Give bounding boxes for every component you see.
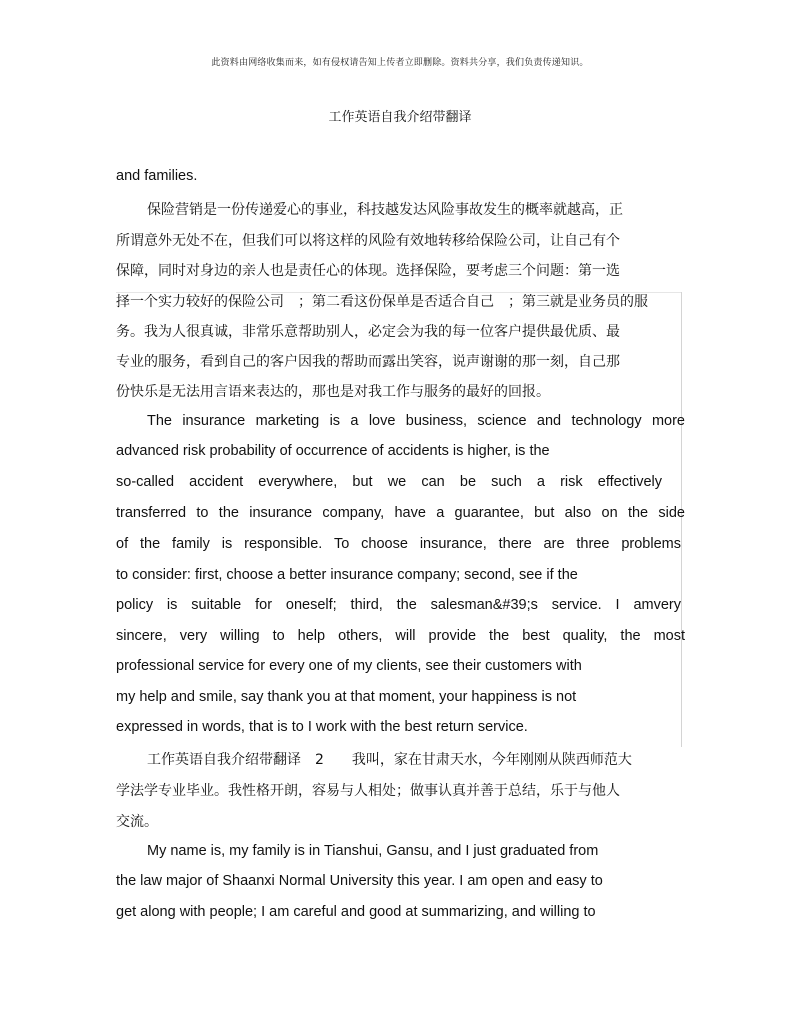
text-line: 工作英语自我介绍带翻译 2 我叫，家在甘肃天水，今年刚刚从陕西师范大 bbox=[147, 752, 632, 768]
text-line: 份快乐是无法用言语来表达的，那也是对我工作与服务的最好的回报。 bbox=[116, 384, 550, 400]
text-line: the law major of Shaanxi Normal University this year. I am open and easy to bbox=[116, 873, 603, 889]
text-line: 保障，同时对身边的亲人也是责任心的体现。选择保险，要考虑三个问题：第一选 bbox=[116, 263, 620, 279]
text-line: 保险营销是一份传递爱心的事业，科技越发达风险事故发生的概率就越高，正 bbox=[147, 202, 623, 218]
text-line: get along with people; I am careful and good at summarizing, and willing to bbox=[116, 904, 596, 920]
text-line: The insurance marketing is a love business, science and technology more bbox=[147, 413, 685, 429]
text-line: 交流。 bbox=[116, 814, 158, 830]
text-line: professional service for every one of my clients, see their customers with bbox=[116, 658, 582, 674]
text-line: advanced risk probability of occurrence of accidents is higher, is the bbox=[116, 443, 550, 459]
text-line: 择一个实力较好的保险公司 ；第二看这份保单是否适合自己 ；第三就是业务员的服 bbox=[116, 294, 648, 310]
text-line: to consider: first, choose a better insurance company; second, see if the bbox=[116, 567, 578, 583]
disclaimer-header: 此资料由网络收集而来，如有侵权请告知上传者立即删除。资料共分享，我们负责传递知识。 bbox=[211, 58, 589, 68]
text-line: My name is, my family is in Tianshui, Gansu, and I just graduated from bbox=[147, 843, 599, 859]
text-line: and families. bbox=[116, 168, 198, 184]
text-line: my help and smile, say thank you at that moment, your happiness is not bbox=[116, 689, 577, 705]
text-line: of the family is responsible. To choose insurance, there are three problems bbox=[116, 536, 681, 552]
text-line: so-called accident everywhere, but we can be such a risk effectively bbox=[116, 474, 662, 490]
page-title: 工作英语自我介绍带翻译 bbox=[328, 110, 472, 125]
text-line: 所谓意外无处不在，但我们可以将这样的风险有效地转移给保险公司，让自己有个 bbox=[116, 233, 620, 249]
text-line: policy is suitable for oneself; third, the salesman&#39;s service. I amvery bbox=[116, 597, 681, 613]
text-line: 学法学专业毕业。我性格开朗，容易与人相处；做事认真并善于总结，乐于与他人 bbox=[116, 783, 620, 799]
text-line: 务。我为人很真诚，非常乐意帮助别人，必定会为我的每一位客户提供最优质、最 bbox=[116, 324, 620, 340]
text-line: expressed in words, that is to I work with the best return service. bbox=[116, 719, 528, 735]
text-line: transferred to the insurance company, have a guarantee, but also on the side bbox=[116, 505, 685, 521]
text-line: sincere, very willing to help others, will provide the best quality, the most bbox=[116, 628, 685, 644]
text-line: 专业的服务，看到自己的客户因我的帮助而露出笑容，说声谢谢的那一刻，自己那 bbox=[116, 354, 620, 370]
